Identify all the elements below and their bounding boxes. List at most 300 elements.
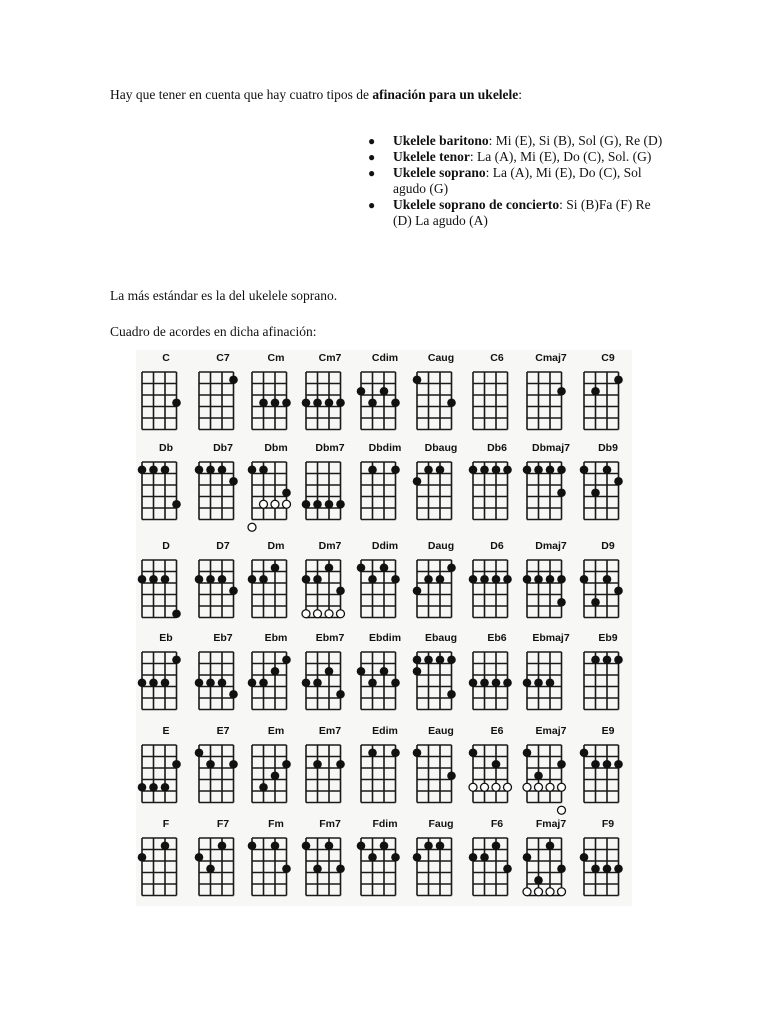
- finger-dot-icon: [161, 575, 170, 584]
- finger-dot-icon: [614, 477, 623, 486]
- finger-dot-icon: [447, 398, 456, 407]
- finger-dot-icon: [138, 678, 147, 687]
- finger-dot-icon: [469, 853, 478, 862]
- fretboard-grid-icon: [411, 739, 471, 821]
- finger-dot-icon: [313, 864, 322, 873]
- finger-dot-icon: [480, 678, 489, 687]
- chord-name: Fdim: [372, 818, 398, 830]
- finger-dot-icon: [313, 760, 322, 769]
- chord-name: Eb: [159, 632, 173, 644]
- fretboard-grid-icon: [193, 366, 253, 448]
- fretboard-grid-icon: [521, 366, 581, 448]
- chord-name: Cm7: [318, 352, 342, 364]
- finger-dot-icon: [357, 563, 366, 572]
- finger-dot-icon: [380, 667, 389, 676]
- chord-name: Dm7: [318, 540, 342, 552]
- chord-diagram-e9: [578, 725, 638, 815]
- finger-dot-icon: [391, 748, 400, 757]
- finger-dot-icon: [368, 678, 377, 687]
- chord-diagram-d9: [578, 540, 638, 630]
- finger-dot-icon: [138, 575, 147, 584]
- finger-dot-icon: [282, 864, 291, 873]
- finger-dot-icon: [591, 488, 600, 497]
- chord-name: Dbaug: [424, 442, 458, 454]
- chord-diagram-eb: [136, 632, 196, 722]
- finger-dot-icon: [172, 609, 181, 618]
- open-dot-icon: [523, 783, 531, 791]
- open-dot-icon: [302, 610, 310, 618]
- chord-diagram-dmaj7: [521, 540, 581, 630]
- fretboard-grid-icon: [467, 832, 527, 914]
- finger-dot-icon: [503, 575, 512, 584]
- finger-dot-icon: [229, 477, 238, 486]
- finger-dot-icon: [161, 841, 170, 850]
- fretboard-grid-icon: [136, 832, 196, 914]
- finger-dot-icon: [325, 841, 334, 850]
- chord-name: Db6: [487, 442, 507, 454]
- chord-name: Ebdim: [368, 632, 402, 644]
- finger-dot-icon: [580, 465, 589, 474]
- chord-diagram-db: [136, 442, 196, 532]
- fretboard-grid-icon: [411, 366, 471, 448]
- finger-dot-icon: [436, 465, 445, 474]
- finger-dot-icon: [149, 783, 158, 792]
- chord-name: Fm7: [319, 818, 341, 830]
- fretboard-grid-icon: [521, 646, 581, 728]
- tuning-notes: : Mi (E), Si (B), Sol (G), Re (D): [488, 133, 663, 148]
- chord-diagram-fdim: [355, 818, 415, 908]
- finger-dot-icon: [248, 575, 257, 584]
- finger-dot-icon: [313, 500, 322, 509]
- chord-diagram-fmaj7: [521, 818, 581, 908]
- finger-dot-icon: [248, 678, 257, 687]
- fretboard-grid-icon: [521, 456, 581, 538]
- finger-dot-icon: [591, 864, 600, 873]
- intro-end: :: [518, 87, 523, 102]
- chart-caption: Cuadro de acordes en dicha afinación:: [110, 324, 317, 339]
- chord-diagram-f6: [467, 818, 527, 908]
- chord-name: E7: [216, 725, 230, 737]
- fretboard-grid-icon: [300, 832, 360, 914]
- chord-diagram-ebdim: [355, 632, 415, 722]
- chord-name: Eb7: [213, 632, 233, 644]
- finger-dot-icon: [603, 864, 612, 873]
- chord-name: Ebmaj7: [532, 632, 570, 644]
- finger-dot-icon: [259, 783, 268, 792]
- finger-dot-icon: [413, 586, 422, 595]
- finger-dot-icon: [282, 655, 291, 664]
- tuning-name: Ukelele tenor: [393, 149, 470, 164]
- bullet-icon: ●: [368, 166, 376, 180]
- chord-name: Dmaj7: [535, 540, 567, 552]
- finger-dot-icon: [447, 690, 456, 699]
- finger-dot-icon: [469, 575, 478, 584]
- tuning-notes: : La (A), Mi (E), Do (C), Sol agudo (G): [393, 165, 642, 196]
- chord-diagram-eb9: [578, 632, 638, 722]
- chord-name: F6: [490, 818, 504, 830]
- finger-dot-icon: [557, 864, 566, 873]
- open-dot-icon: [492, 783, 500, 791]
- tunings-list: [365, 133, 665, 229]
- open-dot-icon: [558, 783, 566, 791]
- finger-dot-icon: [229, 586, 238, 595]
- bullet-icon: ●: [368, 134, 376, 148]
- finger-dot-icon: [436, 841, 445, 850]
- chord-diagram-d: [136, 540, 196, 630]
- finger-dot-icon: [413, 655, 422, 664]
- finger-dot-icon: [368, 853, 377, 862]
- finger-dot-icon: [614, 375, 623, 384]
- chord-diagram-fm7: [300, 818, 360, 908]
- open-dot-icon: [558, 806, 566, 814]
- finger-dot-icon: [557, 465, 566, 474]
- chord-name: Dbdim: [368, 442, 402, 454]
- chord-name: Ebm7: [315, 632, 345, 644]
- open-dot-icon: [283, 500, 291, 508]
- chord-diagram-dbm: [246, 442, 306, 532]
- chord-diagram-em: [246, 725, 306, 815]
- chord-name: D9: [601, 540, 615, 552]
- fretboard-grid-icon: [246, 646, 306, 728]
- finger-dot-icon: [557, 760, 566, 769]
- chord-chart-image: [136, 350, 632, 906]
- finger-dot-icon: [259, 575, 268, 584]
- fretboard-grid-icon: [467, 456, 527, 538]
- tuning-name: Ukelele baritono: [393, 133, 489, 148]
- finger-dot-icon: [229, 760, 238, 769]
- finger-dot-icon: [480, 575, 489, 584]
- finger-dot-icon: [336, 690, 345, 699]
- finger-dot-icon: [313, 678, 322, 687]
- fretboard-grid-icon: [521, 554, 581, 636]
- finger-dot-icon: [336, 500, 345, 509]
- finger-dot-icon: [161, 465, 170, 474]
- finger-dot-icon: [469, 748, 478, 757]
- fretboard-grid-icon: [193, 739, 253, 821]
- chord-diagram-dbdim: [355, 442, 415, 532]
- finger-dot-icon: [282, 398, 291, 407]
- finger-dot-icon: [259, 678, 268, 687]
- fretboard-grid-icon: [300, 739, 360, 821]
- finger-dot-icon: [218, 465, 227, 474]
- finger-dot-icon: [357, 667, 366, 676]
- chord-name: Ebm: [264, 632, 288, 644]
- list-item-baritono: [365, 133, 665, 149]
- open-dot-icon: [469, 783, 477, 791]
- chord-name: Eb6: [487, 632, 507, 644]
- chord-name: Cdim: [371, 352, 399, 364]
- finger-dot-icon: [546, 678, 555, 687]
- finger-dot-icon: [271, 771, 280, 780]
- chord-name: Ebaug: [424, 632, 458, 644]
- finger-dot-icon: [271, 667, 280, 676]
- chord-diagram-daug: [411, 540, 471, 630]
- chord-name: Caug: [427, 352, 455, 364]
- chord-diagram-caug: [411, 352, 471, 442]
- chord-diagram-faug: [411, 818, 471, 908]
- chord-diagram-dbaug: [411, 442, 471, 532]
- fretboard-grid-icon: [300, 646, 360, 728]
- chord-name: E6: [490, 725, 504, 737]
- fretboard-grid-icon: [467, 366, 527, 448]
- fretboard-grid-icon: [355, 646, 415, 728]
- chord-name: D: [162, 540, 170, 552]
- finger-dot-icon: [391, 678, 400, 687]
- finger-dot-icon: [368, 398, 377, 407]
- finger-dot-icon: [523, 678, 532, 687]
- finger-dot-icon: [523, 575, 532, 584]
- tuning-name: Ukelele soprano de concierto: [393, 197, 560, 212]
- fretboard-grid-icon: [246, 456, 306, 538]
- finger-dot-icon: [580, 853, 589, 862]
- finger-dot-icon: [218, 575, 227, 584]
- chord-name: Db7: [213, 442, 233, 454]
- finger-dot-icon: [357, 841, 366, 850]
- chord-diagram-e6: [467, 725, 527, 815]
- finger-dot-icon: [229, 375, 238, 384]
- chord-name: Eaug: [428, 725, 454, 737]
- fretboard-grid-icon: [578, 554, 638, 636]
- finger-dot-icon: [149, 465, 158, 474]
- finger-dot-icon: [492, 841, 501, 850]
- finger-dot-icon: [492, 465, 501, 474]
- fretboard-grid-icon: [300, 456, 360, 538]
- fretboard-grid-icon: [578, 646, 638, 728]
- chord-name: Dbmaj7: [532, 442, 570, 454]
- finger-dot-icon: [523, 465, 532, 474]
- chord-name: F: [162, 818, 170, 830]
- finger-dot-icon: [492, 575, 501, 584]
- chord-diagram-db6: [467, 442, 527, 532]
- chord-diagram-eaug: [411, 725, 471, 815]
- chord-name: Dbm7: [315, 442, 345, 454]
- finger-dot-icon: [413, 748, 422, 757]
- finger-dot-icon: [206, 760, 215, 769]
- fretboard-grid-icon: [467, 646, 527, 728]
- finger-dot-icon: [469, 465, 478, 474]
- chord-diagram-dm: [246, 540, 306, 630]
- finger-dot-icon: [557, 575, 566, 584]
- finger-dot-icon: [302, 500, 311, 509]
- fretboard-grid-icon: [355, 739, 415, 821]
- finger-dot-icon: [614, 586, 623, 595]
- chord-diagram-ebaug: [411, 632, 471, 722]
- finger-dot-icon: [368, 575, 377, 584]
- chord-name: F9: [601, 818, 615, 830]
- finger-dot-icon: [368, 465, 377, 474]
- fretboard-grid-icon: [136, 646, 196, 728]
- finger-dot-icon: [391, 853, 400, 862]
- chord-diagram-edim: [355, 725, 415, 815]
- intro-text: Hay que tener en cuenta que hay cuatro tipos de: [110, 87, 373, 102]
- open-dot-icon: [535, 783, 543, 791]
- finger-dot-icon: [503, 864, 512, 873]
- open-dot-icon: [337, 610, 345, 618]
- finger-dot-icon: [302, 398, 311, 407]
- finger-dot-icon: [603, 655, 612, 664]
- chord-diagram-dbmaj7: [521, 442, 581, 532]
- finger-dot-icon: [206, 465, 215, 474]
- finger-dot-icon: [325, 398, 334, 407]
- finger-dot-icon: [357, 387, 366, 396]
- fretboard-grid-icon: [411, 554, 471, 636]
- open-dot-icon: [558, 888, 566, 896]
- finger-dot-icon: [325, 500, 334, 509]
- finger-dot-icon: [480, 853, 489, 862]
- finger-dot-icon: [480, 465, 489, 474]
- finger-dot-icon: [447, 563, 456, 572]
- finger-dot-icon: [259, 398, 268, 407]
- fretboard-grid-icon: [467, 739, 527, 821]
- tuning-notes: : Si (B)Fa (F) Re (D) La agudo (A): [393, 197, 651, 228]
- finger-dot-icon: [195, 465, 204, 474]
- fretboard-grid-icon: [411, 456, 471, 538]
- finger-dot-icon: [206, 864, 215, 873]
- finger-dot-icon: [380, 563, 389, 572]
- chord-diagram-e7: [193, 725, 253, 815]
- chord-diagram-dbm7: [300, 442, 360, 532]
- chord-diagram-f: [136, 818, 196, 908]
- fretboard-grid-icon: [193, 554, 253, 636]
- chord-diagram-c6: [467, 352, 527, 442]
- chord-name: Fmaj7: [535, 818, 567, 830]
- chord-name: Emaj7: [535, 725, 567, 737]
- fretboard-grid-icon: [411, 832, 471, 914]
- fretboard-grid-icon: [355, 456, 415, 538]
- fretboard-grid-icon: [578, 739, 638, 821]
- chord-name: Db: [159, 442, 173, 454]
- finger-dot-icon: [195, 748, 204, 757]
- finger-dot-icon: [546, 575, 555, 584]
- open-dot-icon: [546, 888, 554, 896]
- open-dot-icon: [260, 500, 268, 508]
- chord-diagram-cm: [246, 352, 306, 442]
- chord-name: Cm: [267, 352, 285, 364]
- chord-name: Db9: [598, 442, 618, 454]
- fretboard-grid-icon: [136, 456, 196, 538]
- finger-dot-icon: [149, 575, 158, 584]
- finger-dot-icon: [282, 488, 291, 497]
- chord-name: Dbm: [264, 442, 288, 454]
- chord-name: Faug: [428, 818, 454, 830]
- open-dot-icon: [248, 523, 256, 531]
- finger-dot-icon: [557, 598, 566, 607]
- finger-dot-icon: [229, 690, 238, 699]
- fretboard-grid-icon: [136, 554, 196, 636]
- chord-name: D6: [490, 540, 504, 552]
- fretboard-grid-icon: [136, 739, 196, 821]
- chord-diagram-c7: [193, 352, 253, 442]
- finger-dot-icon: [206, 678, 215, 687]
- finger-dot-icon: [325, 563, 334, 572]
- finger-dot-icon: [248, 841, 257, 850]
- chord-diagram-emaj7: [521, 725, 581, 815]
- chord-diagram-eb6: [467, 632, 527, 722]
- chord-diagram-e: [136, 725, 196, 815]
- chord-diagram-eb7: [193, 632, 253, 722]
- chord-diagram-cm7: [300, 352, 360, 442]
- fretboard-grid-icon: [193, 832, 253, 914]
- fretboard-grid-icon: [300, 366, 360, 448]
- finger-dot-icon: [271, 841, 280, 850]
- finger-dot-icon: [534, 575, 543, 584]
- finger-dot-icon: [138, 465, 147, 474]
- open-dot-icon: [271, 500, 279, 508]
- finger-dot-icon: [492, 760, 501, 769]
- open-dot-icon: [535, 888, 543, 896]
- finger-dot-icon: [614, 760, 623, 769]
- fretboard-grid-icon: [246, 554, 306, 636]
- finger-dot-icon: [534, 465, 543, 474]
- fretboard-grid-icon: [578, 366, 638, 448]
- finger-dot-icon: [138, 853, 147, 862]
- finger-dot-icon: [546, 465, 555, 474]
- finger-dot-icon: [380, 841, 389, 850]
- fretboard-grid-icon: [521, 739, 581, 821]
- finger-dot-icon: [259, 465, 268, 474]
- fretboard-grid-icon: [246, 739, 306, 821]
- finger-dot-icon: [218, 678, 227, 687]
- fretboard-grid-icon: [355, 554, 415, 636]
- finger-dot-icon: [413, 375, 422, 384]
- finger-dot-icon: [424, 465, 433, 474]
- chord-name: Ddim: [371, 540, 399, 552]
- chord-diagram-ebm7: [300, 632, 360, 722]
- fretboard-grid-icon: [355, 366, 415, 448]
- chord-name: Em7: [318, 725, 342, 737]
- finger-dot-icon: [391, 575, 400, 584]
- finger-dot-icon: [591, 598, 600, 607]
- intro-paragraph: [110, 86, 522, 104]
- finger-dot-icon: [557, 488, 566, 497]
- finger-dot-icon: [603, 465, 612, 474]
- chord-diagram-cdim: [355, 352, 415, 442]
- chord-name: Eb9: [598, 632, 618, 644]
- chord-name: E: [162, 725, 170, 737]
- finger-dot-icon: [614, 655, 623, 664]
- chord-name: Em: [267, 725, 285, 737]
- finger-dot-icon: [436, 655, 445, 664]
- finger-dot-icon: [248, 465, 257, 474]
- open-dot-icon: [314, 610, 322, 618]
- finger-dot-icon: [469, 678, 478, 687]
- finger-dot-icon: [492, 678, 501, 687]
- fretboard-grid-icon: [411, 646, 471, 728]
- finger-dot-icon: [603, 760, 612, 769]
- finger-dot-icon: [206, 575, 215, 584]
- list-item-concierto: [365, 197, 665, 229]
- finger-dot-icon: [336, 398, 345, 407]
- finger-dot-icon: [195, 678, 204, 687]
- finger-dot-icon: [271, 398, 280, 407]
- finger-dot-icon: [603, 575, 612, 584]
- finger-dot-icon: [591, 655, 600, 664]
- fretboard-grid-icon: [578, 832, 638, 914]
- finger-dot-icon: [380, 387, 389, 396]
- chord-diagram-f7: [193, 818, 253, 908]
- chord-name: C7: [216, 352, 230, 364]
- finger-dot-icon: [503, 678, 512, 687]
- fretboard-grid-icon: [355, 832, 415, 914]
- finger-dot-icon: [195, 853, 204, 862]
- fretboard-grid-icon: [193, 456, 253, 538]
- finger-dot-icon: [138, 783, 147, 792]
- list-item-soprano: [365, 165, 665, 197]
- finger-dot-icon: [218, 841, 227, 850]
- finger-dot-icon: [614, 864, 623, 873]
- fretboard-grid-icon: [467, 554, 527, 636]
- open-dot-icon: [481, 783, 489, 791]
